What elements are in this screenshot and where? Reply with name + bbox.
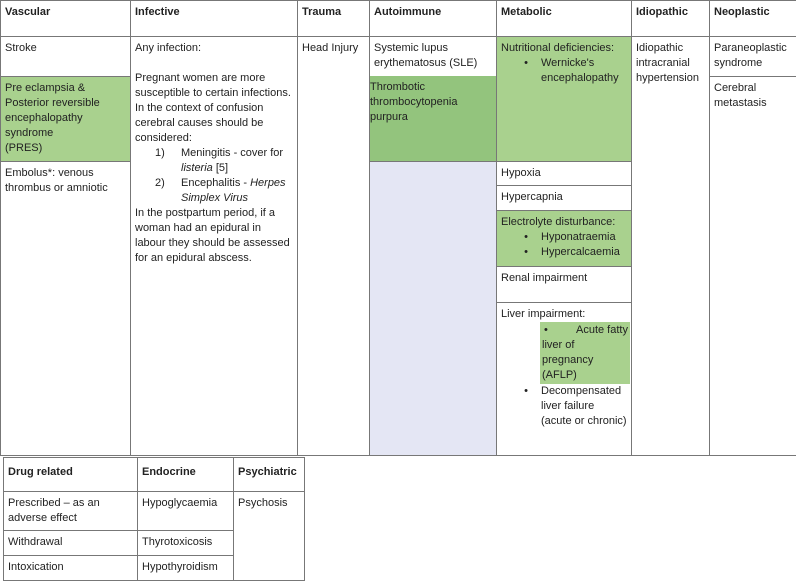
item-number: 1) [155,147,165,159]
header-idiopathic: Idiopathic [631,0,710,37]
cell-liver [496,302,632,456]
item-suffix: [5] [212,162,229,174]
pres-text: Pre eclampsia & Posterior reversible encephalopathy syndrome [5,82,100,139]
cell-prescribed: Prescribed – as an adverse effect [3,491,138,531]
liver-title: Liver impairment: [501,308,586,320]
cell-renal: Renal impairment [496,266,632,303]
item-text: Wernicke's encephalopathy [541,57,619,84]
header-psychiatric: Psychiatric [233,457,305,492]
cell-cerebral-metastasis: Cerebral metastasis [709,76,796,456]
cell-withdrawal: Withdrawal [3,530,138,556]
item-text: Encephalitis - [181,177,251,189]
bullet-icon: • [524,246,528,258]
pres-abbr: (PRES) [5,142,43,154]
cell-iih: Idiopathic intracranial hypertension [631,36,710,456]
bullet-icon: • [524,385,528,397]
cell-thyrotoxicosis: Thyrotoxicosis [137,530,234,556]
cell-intoxication: Intoxication [3,555,138,581]
item-text: Acute fatty liver of pregnancy (AFLP) [542,324,628,381]
item-italic: listeria [181,162,213,174]
cell-hypoglycaemia: Hypoglycaemia [137,491,234,531]
header-neoplastic: Neoplastic [709,0,796,37]
infective-post: In the postpartum period, if a woman had an epidural in labour they should be assessed for an epidural abscess. [135,207,290,264]
infective-intro: Any infection: [135,42,202,54]
bullet-icon: • [524,57,528,69]
item-italic: Herpes Simplex Virus [181,177,286,204]
cell-sle: Systemic lupus erythematosus (SLE) [369,36,497,77]
item-number: 2) [155,177,165,189]
cell-psychosis: Psychosis [233,491,305,581]
cell-pres [0,76,131,162]
bullet-icon: • [524,231,528,243]
header-trauma: Trauma [297,0,370,37]
infective-para: Pregnant women are more susceptible to certain infections. In the context of confusion cerebral causes should be considered: [135,72,291,144]
item-text: Decompensated liver failure (acute or chronic) [541,385,627,427]
list-item [501,56,627,86]
list-item [501,245,627,260]
list-item [501,230,627,245]
infective-item-1 [135,146,293,176]
electrolyte-title: Electrolyte disturbance: [501,216,616,228]
header-metabolic: Metabolic [496,0,632,37]
cell-hypercapnia: Hypercapnia [496,185,632,211]
list-item [501,384,627,429]
cell-embolus: Embolus*: venous thrombus or amniotic [0,161,131,456]
cell-nutritional [496,36,632,162]
item-text: Meningitis - cover for [181,147,284,159]
item-text: Hypercalcaemia [541,246,620,258]
cell-autoimmune-empty [369,161,497,456]
header-infective: Infective [130,0,298,37]
list-item-aflp [540,322,630,384]
cell-electrolyte [496,210,632,267]
header-drug-related: Drug related [3,457,138,492]
header-endocrine: Endocrine [137,457,234,492]
cell-hypoxia: Hypoxia [496,161,632,186]
item-text: Hyponatraemia [541,231,616,243]
bullet-icon: • [544,324,548,336]
infective-item-2 [135,176,293,206]
cell-hypothyroidism: Hypothyroidism [137,555,234,581]
cell-infective [130,36,298,456]
nutritional-title: Nutritional deficiencies: [501,42,615,54]
cell-paraneoplastic: Paraneoplastic syndrome [709,36,796,77]
header-vascular: Vascular [0,0,131,37]
cell-stroke: Stroke [0,36,131,77]
cell-head-injury: Head Injury [297,36,370,456]
header-autoimmune: Autoimmune [369,0,497,37]
cell-ttp: Thrombotic thrombocytopenia purpura [369,76,497,162]
